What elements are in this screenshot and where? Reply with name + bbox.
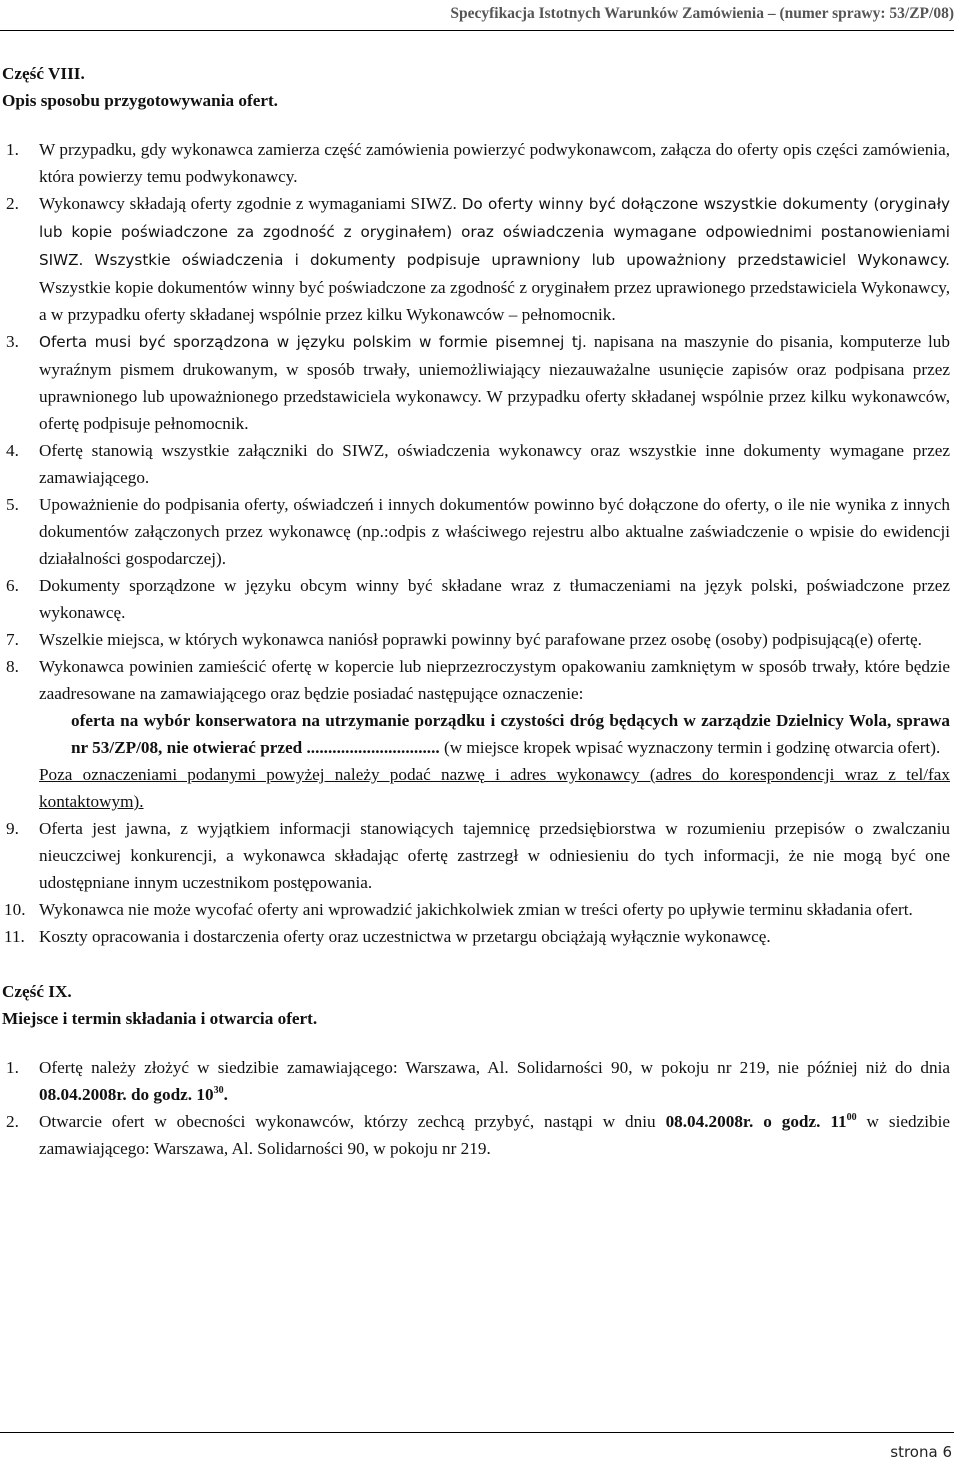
section-ix-heading: Część IX. <box>2 982 72 1001</box>
list-item <box>2 1108 950 1162</box>
opening-date: 08.04.2008r. o godz. 11 <box>665 1112 847 1131</box>
item-text: Oferta musi być sporządzona w języku polskim w formie pisemnej tj. <box>39 333 587 351</box>
list-item <box>2 572 950 626</box>
list-item <box>2 328 950 437</box>
section-ix-title: Miejsce i termin składania i otwarcia ofert. <box>2 1009 318 1028</box>
item-text: Wykonawca powinien zamieścić ofertę w kopercie lub nieprzezroczystym opakowaniu zamkniętym w sposób trwały, które będzie zaadresowane na zamawiającego oraz będzie posiadać następujące oznaczenie: <box>39 657 950 703</box>
item-text: Otwarcie ofert w obecności wykonawców, którzy zechcą przybyć, nastąpi w dniu <box>39 1112 666 1131</box>
header-rule <box>0 30 954 31</box>
item-text: Wykonawcy składają oferty zgodnie z wymaganiami SIWZ. <box>39 194 457 213</box>
item-number: 9. <box>6 819 19 838</box>
item-number: 10. <box>4 900 26 919</box>
item-text: Wszystkie kopie dokumentów winny być poświadczone za zgodność z oryginałem przez uprawionego przedstawiciela Wykonawcy, a w przypadku oferty składanej wspólnie przez kilku Wykonawców – pełnomocnik. <box>39 278 950 324</box>
item-number: 5. <box>6 495 19 514</box>
item-text: W przypadku, gdy wykonawca zamierza część zamówienia powierzyć podwykonawcom, załącza do oferty opis części zamówienia, która powierzy temu podwykonawcy. <box>39 140 950 186</box>
page-number: strona 6 <box>890 1443 952 1461</box>
item-text-end: . <box>223 1085 228 1104</box>
section-viii-title: Opis sposobu przygotowywania ofert. <box>2 91 278 110</box>
list-item <box>2 626 950 653</box>
item-number: 2. <box>6 1112 19 1131</box>
item-number: 6. <box>6 576 19 595</box>
address-requirement: Poza oznaczeniami podanymi powyżej należy podać nazwę i adres wykonawcy (adres do korespondencji wraz z tel/fax kontaktowym). <box>39 765 950 811</box>
item-text: Wykonawca nie może wycofać oferty ani wprowadzić jakichkolwiek zmian w treści oferty po upływie terminu składania ofert. <box>39 900 913 919</box>
list-item <box>2 815 950 896</box>
section-viii-list <box>2 136 950 950</box>
list-item <box>2 653 950 815</box>
item-text: Wszelkie miejsca, w których wykonawca naniósł poprawki powinny być parafowane przez osobę (osoby) podpisującą(e) ofertę. <box>39 630 922 649</box>
item-number: 8. <box>6 657 19 676</box>
section-viii-heading: Część VIII. <box>2 64 85 83</box>
list-item <box>2 923 950 950</box>
opening-minutes: 00 <box>846 1112 857 1123</box>
item-text: Oferta jest jawna, z wyjątkiem informacji stanowiących tajemnicę przedsiębiorstwa w rozumieniu przepisów o zwalczaniu nieuczciwej konkurencji, a wykonawca składając ofertę zastrzegł w odniesieniu do tych informacji, że nie mogą być one udostępniane innym uczestnikom postępowania. <box>39 819 950 892</box>
item-number: 4. <box>6 441 19 460</box>
document-body <box>2 60 950 1162</box>
item-number: 2. <box>6 194 19 213</box>
item-number: 11. <box>4 927 25 946</box>
item-text: Do oferty winny być dołączone wszystkie dokumenty (oryginały lub kopie poświadczone za zgodność z oryginałem) oraz oświadczenia wymagane odpowiednimi postanowieniami SIWZ. Wszystkie oświadczenia i dokumenty podpisuje uprawniony lub upoważniony przedstawiciel Wykonawcy. <box>39 195 951 269</box>
item-text: Dokumenty sporządzone w języku obcym winny być składane wraz z tłumaczeniami na język polski, poświadczone przez wykonawcę. <box>39 576 950 622</box>
footer-rule <box>0 1432 954 1433</box>
marking-note: (w miejsce kropek wpisać wyznaczony termin i godzinę otwarcia ofert). <box>439 738 941 757</box>
item-text: Upoważnienie do podpisania oferty, oświadczeń i innych dokumentów powinno być dołączone do oferty, o ile nie wynika z innych dokumentów załączonych przez wykonawcę (np.:odpis z właściwego rejestru albo aktualne zaświadczenie o wpisie do ewidencji działalności gospodarczej). <box>39 495 950 568</box>
marking-text: oferta na wybór konserwatora na utrzymanie porządku i czystości dróg będących w zarządzie Dzielnicy Wola, sprawa nr 53/ZP/08, nie otwierać przed ............................... <box>71 711 950 757</box>
item-number: 3. <box>6 332 19 351</box>
envelope-marking <box>71 707 950 761</box>
deadline-minutes: 30 <box>213 1085 224 1096</box>
list-item <box>2 136 950 190</box>
list-item <box>2 491 950 572</box>
document-header: Specyfikacja Istotnych Warunków Zamówienia – (numer sprawy: 53/ZP/08) <box>450 5 954 22</box>
list-item <box>2 437 950 491</box>
list-item <box>2 1054 950 1108</box>
item-text: napisana na maszynie do pisania, komputerze lub wyraźnym pismem drukowanym, w sposób trwały, uniemożliwiający niezauważalne usunięcie zapisów oraz podpisana przez uprawnionego lub upoważnionego przedstawiciela wykonawcy. W przypadku oferty składanej wspólnie przez kilku wykonawców, ofertę podpisuje pełnomocnik. <box>39 332 950 433</box>
item-number: 1. <box>6 140 19 159</box>
item-text: Ofertę stanowią wszystkie załączniki do SIWZ, oświadczenia wykonawcy oraz wszystkie inne dokumenty wymagane przez zamawiającego. <box>39 441 950 487</box>
item-text: Ofertę należy złożyć w siedzibie zamawiającego: Warszawa, Al. Solidarności 90, w pokoju nr 219, nie później niż do dnia <box>39 1058 950 1077</box>
item-number: 7. <box>6 630 19 649</box>
section-ix-list <box>2 1054 950 1162</box>
item-number: 1. <box>6 1058 19 1077</box>
deadline-date: 08.04.2008r. do godz. 10 <box>39 1085 214 1104</box>
list-item <box>2 896 950 923</box>
item-text: Koszty opracowania i dostarczenia oferty oraz uczestnictwa w przetargu obciążają wyłącznie wykonawcę. <box>39 927 771 946</box>
list-item <box>2 190 950 328</box>
item-text: w siedzibie zamawiającego: Warszawa, Al. Solidarności 90, w pokoju nr 219. <box>39 1112 950 1158</box>
